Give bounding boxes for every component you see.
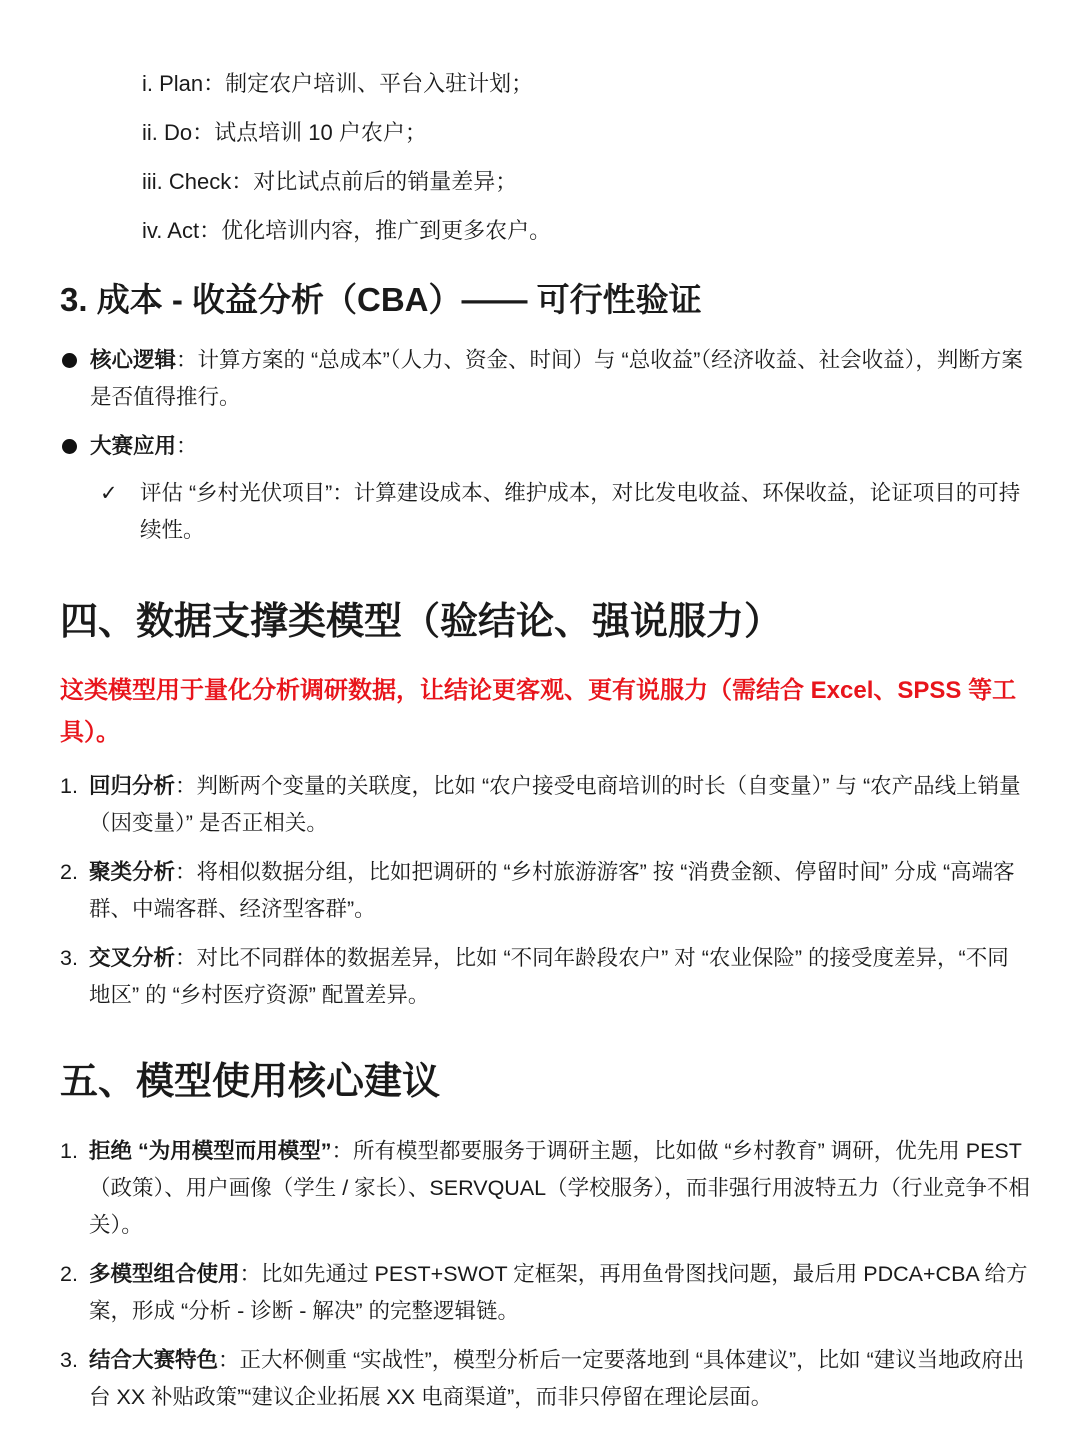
section5-heading: 五、模型使用核心建议 — [60, 1061, 441, 1103]
list-item-competition-feature — [60, 1342, 1030, 1416]
pdca-step-list — [142, 66, 551, 262]
item-number: 3. — [60, 1348, 78, 1372]
item-text: ：对比不同群体的数据差异，比如 “不同年龄段农户” 对 “农业保险” 的接受度差异，“不同地区” 的 “乡村医疗资源” 配置差异。 — [89, 946, 1009, 1007]
step-text: ：制定农户培训、平台入驻计划； — [203, 71, 534, 96]
bullet-dot-icon — [62, 439, 77, 454]
section4-intro: 这类模型用于量化分析调研数据，让结论更客观、更有说服力（需结合 Excel、SPSS 等工具）。 — [60, 677, 1017, 746]
bullet-label: 核心逻辑 — [90, 348, 177, 372]
item-text: ：判断两个变量的关联度，比如 “农户接受电商培训的时长（自变量）” 与 “农产品线上销量（因变量）” 是否正相关。 — [89, 774, 1021, 835]
checkmark-icon: ✓ — [100, 482, 118, 505]
item-label: 交叉分析 — [89, 946, 176, 970]
check-item-text: 评估 “乡村光伏项目”：计算建设成本、维护成本，对比发电收益、环保收益，论证项目的可持续性。 — [140, 481, 1021, 542]
step-text: ：优化培训内容，推广到更多农户。 — [199, 218, 552, 243]
bullet-text: ： — [176, 434, 198, 458]
section3-bullet-list — [60, 342, 1030, 549]
section5-list — [60, 1133, 1030, 1416]
list-item-clustering — [60, 854, 1030, 928]
item-number: 3. — [60, 946, 78, 970]
item-number: 1. — [60, 774, 78, 798]
item-number: 1. — [60, 1139, 78, 1163]
step-text: ：对比试点前后的销量差异； — [231, 169, 518, 194]
bullet-dot-icon — [62, 353, 77, 368]
item-text: ：将相似数据分组，比如把调研的 “乡村旅游游客” 按 “消费金额、停留时间” 分成 “高端客群、中端客群、经济型客群”。 — [89, 860, 1015, 921]
pdca-step-do — [142, 115, 551, 164]
step-label: Act — [167, 218, 200, 243]
item-number: 2. — [60, 860, 78, 884]
item-label: 回归分析 — [89, 774, 176, 798]
list-item-regression — [60, 768, 1030, 842]
step-text: ：试点培训 10 户农户； — [192, 120, 427, 145]
item-label: 多模型组合使用 — [89, 1262, 240, 1286]
pdca-step-plan — [142, 66, 551, 115]
check-list — [90, 475, 1030, 549]
section4-list — [60, 768, 1030, 1014]
bullet-competition-use — [60, 428, 1030, 549]
step-number: iv. — [142, 218, 163, 243]
item-number: 2. — [60, 1262, 78, 1286]
list-item-cross-analysis — [60, 940, 1030, 1014]
section4-heading: 四、数据支撑类模型（验结论、强说服力） — [60, 601, 783, 643]
step-number: ii. — [142, 120, 158, 145]
step-label: Do — [164, 120, 193, 145]
step-number: iii. — [142, 169, 163, 194]
bullet-text: ：计算方案的 “总成本”（人力、资金、时间）与 “总收益”（经济收益、社会收益），判断方案是否值得推行。 — [90, 348, 1023, 409]
item-text: ：比如先通过 PEST+SWOT 定框架，再用鱼骨图找问题，最后用 PDCA+CBA 给方案，形成 “分析 - 诊断 - 解决” 的完整逻辑链。 — [89, 1262, 1028, 1323]
step-label: Plan — [159, 71, 204, 96]
item-label: 聚类分析 — [89, 860, 176, 884]
item-text: ：正大杯侧重 “实战性”，模型分析后一定要落地到 “具体建议”，比如 “建议当地政府出台 XX 补贴政策”“建议企业拓展 XX 电商渠道”，而非只停留在理论层面。 — [89, 1348, 1025, 1409]
item-label: 拒绝 “为用模型而用模型” — [89, 1139, 332, 1163]
section3-heading: 3. 成本 - 收益分析（CBA）—— 可行性验证 — [60, 281, 702, 318]
step-label: Check — [168, 169, 232, 194]
item-text: ：所有模型都要服务于调研主题，比如做 “乡村教育” 调研，优先用 PEST（政策）、用户画像（学生 / 家长）、SERVQUAL（学校服务），而非强行用波特五力（行业竞争不相关）。 — [89, 1139, 1030, 1237]
pdca-step-check — [142, 164, 551, 213]
list-item-avoid-misuse — [60, 1133, 1030, 1244]
bullet-label: 大赛应用 — [90, 434, 177, 458]
check-item — [100, 475, 1030, 549]
item-label: 结合大赛特色 — [89, 1348, 219, 1372]
step-number: i. — [142, 71, 153, 96]
list-item-combine-models — [60, 1256, 1030, 1330]
pdca-step-act — [142, 213, 551, 262]
bullet-core-logic — [60, 342, 1030, 416]
